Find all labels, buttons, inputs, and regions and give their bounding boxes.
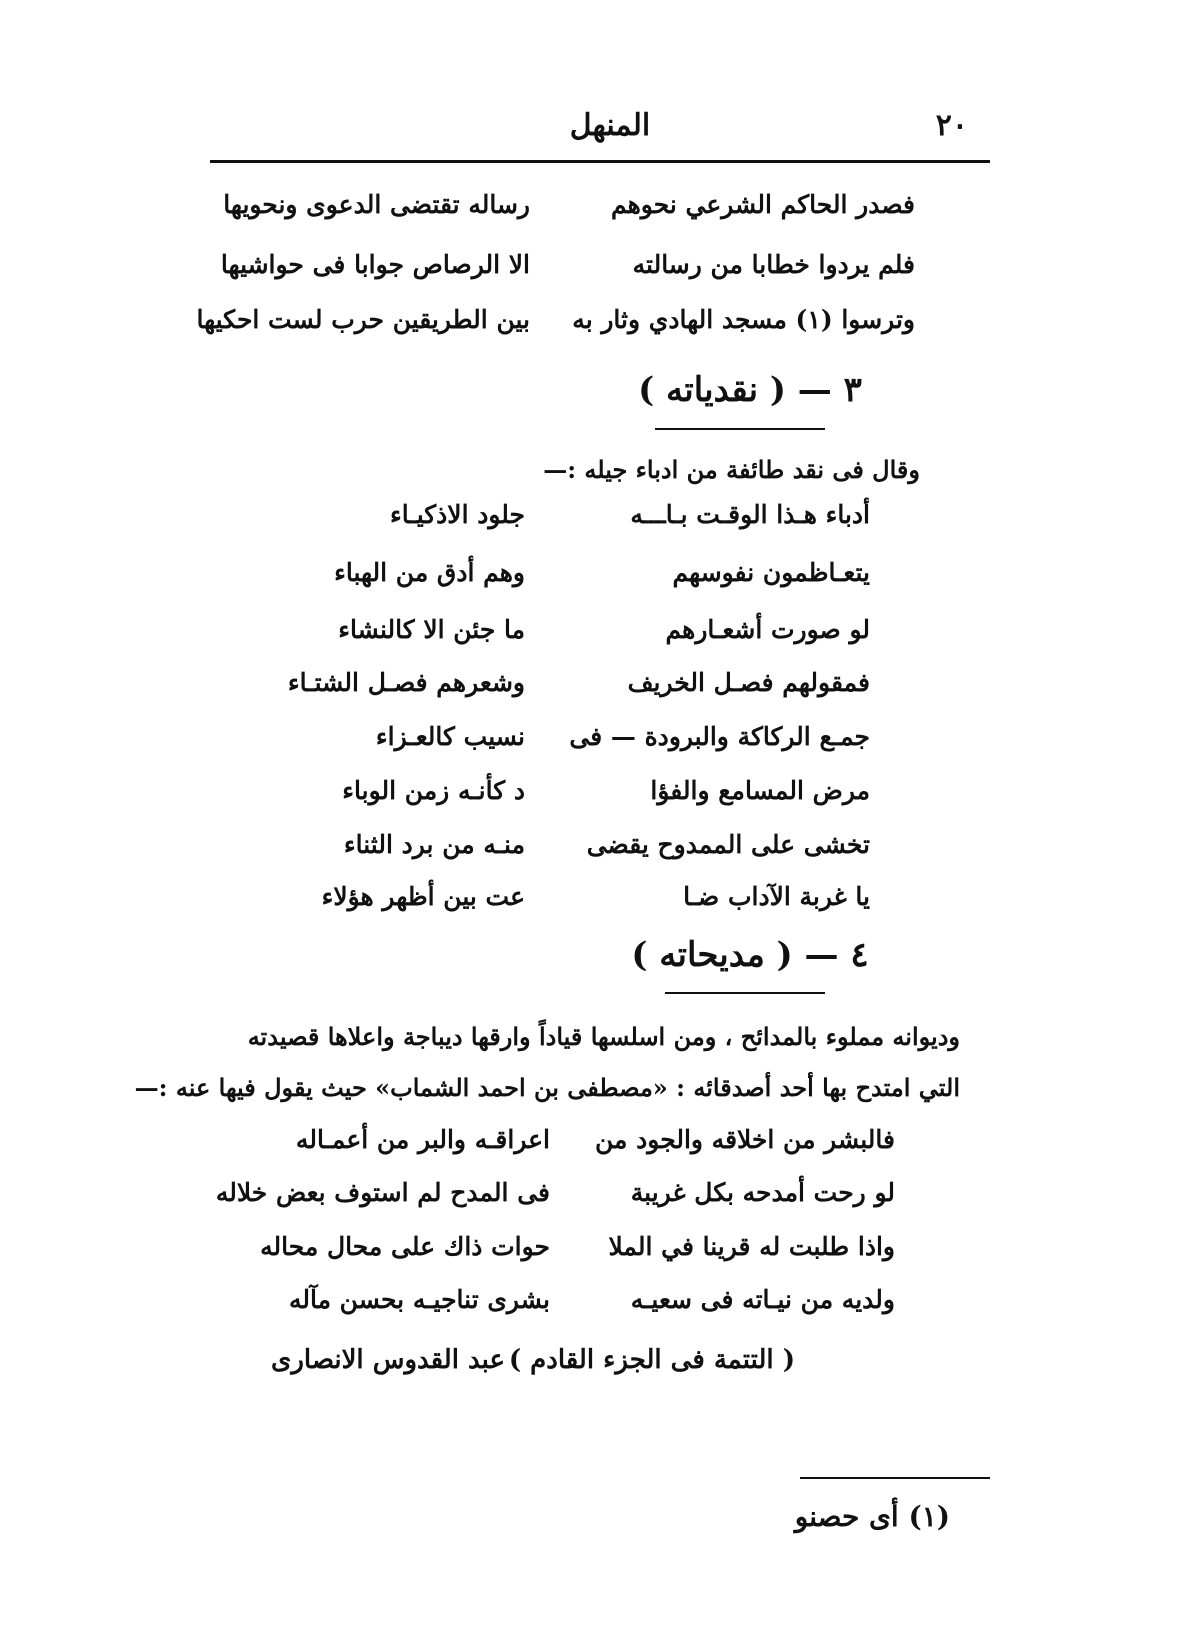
verse-first-hemistich: لو صورت أشعـارهم bbox=[665, 615, 870, 644]
heading-underline bbox=[665, 992, 825, 994]
verse-second-hemistich: نسيب كالعـزاء bbox=[375, 722, 525, 751]
verse-second-hemistich: بشرى تناجيـه بحسن مآله bbox=[288, 1285, 550, 1314]
verse-first-hemistich: لو رحت أمدحه بكل غريبة bbox=[630, 1178, 895, 1207]
verse-second-hemistich: فى المدح لم استوف بعض خلاله bbox=[215, 1178, 550, 1207]
running-title: المنهل bbox=[569, 108, 651, 143]
verse-second-hemistich: حوات ذاك على محال محاله bbox=[260, 1232, 550, 1261]
continuation-note: ( التتمة فى الجزء القادم ) bbox=[508, 1345, 795, 1375]
verse-second-hemistich: الا الرصاص جوابا فى حواشيها bbox=[220, 250, 530, 279]
verse-line bbox=[215, 190, 915, 236]
verse-line bbox=[270, 776, 870, 822]
page-number: ٢٠ bbox=[935, 108, 968, 143]
footnote-rule bbox=[800, 1477, 990, 1479]
verse-second-hemistich: بين الطريقين حرب لست احكيها bbox=[196, 305, 530, 334]
closing-line bbox=[255, 1345, 795, 1389]
prose-line: التي امتدح بها أحد أصدقائه : «مصطفى بن احمد الشماب» حيث يقول فيها عنه :— bbox=[134, 1073, 960, 1102]
verse-second-hemistich: وهم أدق من الهباء bbox=[334, 558, 525, 587]
verse-line bbox=[270, 830, 870, 876]
verse-second-hemistich: جلود الاذكيـاء bbox=[390, 500, 525, 529]
verse-second-hemistich: د كأنـه زمن الوباء bbox=[342, 776, 525, 805]
verse-first-hemistich: يا غربة الآداب ضـا bbox=[683, 882, 870, 911]
footnote: (١) أى حصنو bbox=[794, 1500, 950, 1533]
verse-second-hemistich: وشعرهم فصـل الشتـاء bbox=[287, 668, 525, 697]
verse-line bbox=[270, 615, 870, 661]
verse-line bbox=[270, 668, 870, 714]
verse-second-hemistich: عت بين أظهر هؤلاء bbox=[321, 882, 525, 911]
section-intro: وقال فى نقد طائفة من ادباء جيله :— bbox=[543, 455, 920, 484]
prose-line: وديوانه مملوء بالمدائح ، ومن اسلسها قياداً وارقها ديباجة واعلاها قصيدته bbox=[247, 1022, 960, 1051]
verse-first-hemistich: فمقولهم فصـل الخريف bbox=[627, 668, 870, 697]
verse-line bbox=[270, 882, 870, 928]
verse-first-hemistich: مرض المسامع والفؤا bbox=[650, 776, 870, 805]
verse-line bbox=[215, 1178, 895, 1224]
section-heading-critiques: ٣ — ( نقدياته ) bbox=[638, 370, 862, 410]
verse-line bbox=[215, 250, 915, 296]
header-rule bbox=[210, 160, 990, 163]
verse-line bbox=[255, 1232, 895, 1278]
verse-first-hemistich: ولديه من نيـاته فى سعيـه bbox=[630, 1285, 895, 1314]
verse-second-hemistich: ما جئن الا كالنشاء bbox=[338, 615, 525, 644]
verse-first-hemistich: فلم يردوا خطابا من رسالته bbox=[632, 250, 915, 279]
verse-second-hemistich: منـه من برد الثناء bbox=[343, 830, 525, 859]
verse-first-hemistich: تخشى على الممدوح يقضى bbox=[586, 830, 870, 859]
heading-underline bbox=[655, 428, 825, 430]
verse-first-hemistich: يتعـاظمون نفوسهم bbox=[672, 558, 870, 587]
verse-first-hemistich: جمـع الركاكة والبرودة — فى bbox=[569, 722, 870, 751]
page-header bbox=[210, 108, 990, 148]
verse-line bbox=[270, 722, 870, 768]
author-signature: عبد القدوس الانصارى bbox=[270, 1345, 505, 1375]
verse-second-hemistich: رساله تقتضى الدعوى ونحويها bbox=[223, 190, 530, 219]
verse-first-hemistich: واذا طلبت له قرينا في الملا bbox=[608, 1232, 895, 1261]
verse-line bbox=[255, 1125, 895, 1171]
verse-line bbox=[196, 305, 915, 351]
verse-first-hemistich: فالبشر من اخلاقه والجود من bbox=[595, 1125, 895, 1154]
verse-first-hemistich: وترسوا (١) مسجد الهادي وثار به bbox=[572, 305, 915, 334]
verse-first-hemistich: أدباء هـذا الوقـت بـاـــه bbox=[630, 500, 870, 529]
section-heading-eulogies: ٤ — ( مديحاته ) bbox=[631, 935, 869, 975]
verse-line bbox=[255, 1285, 895, 1331]
verse-line bbox=[270, 500, 870, 546]
verse-first-hemistich: فصدر الحاكم الشرعي نحوهم bbox=[610, 190, 915, 219]
verse-second-hemistich: اعراقـه والبر من أعمـاله bbox=[295, 1125, 550, 1154]
verse-line bbox=[270, 558, 870, 604]
